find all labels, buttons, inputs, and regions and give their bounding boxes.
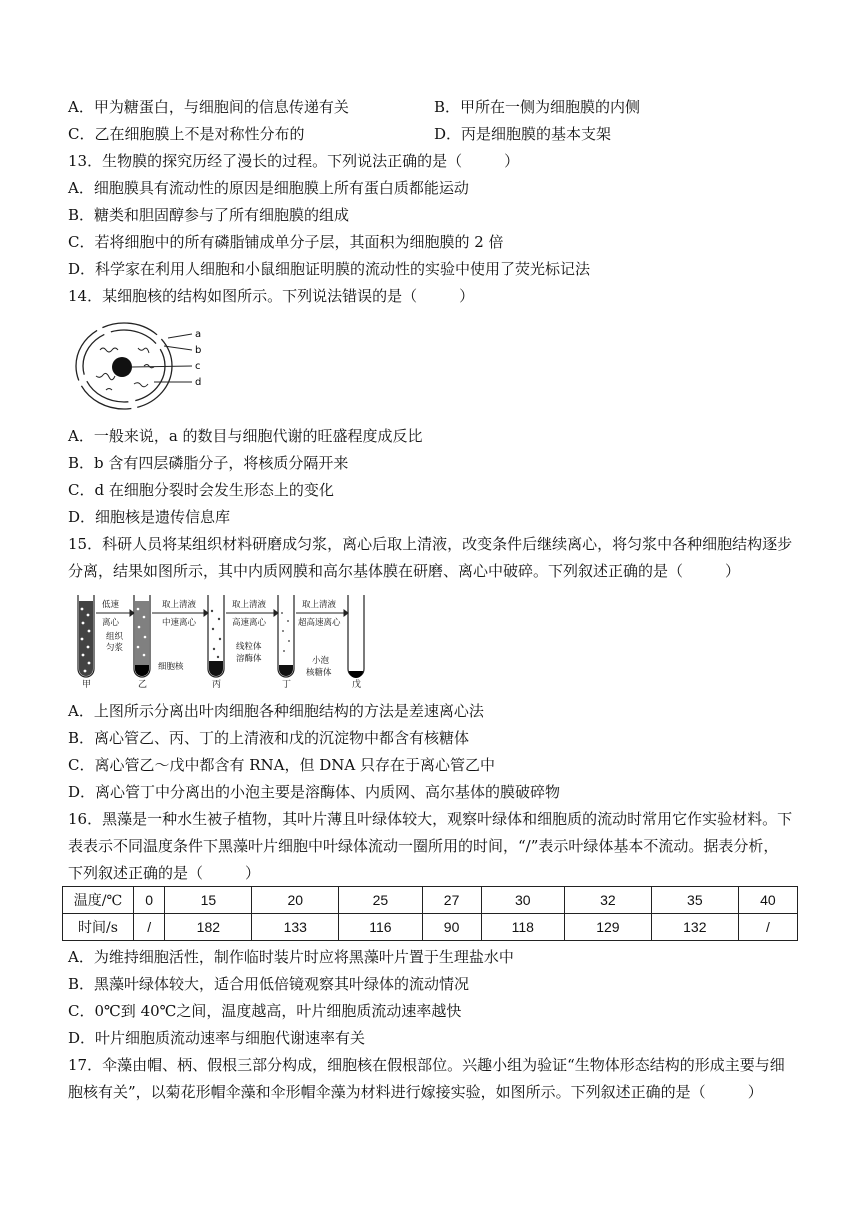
q13-option-b: B．糖类和胆固醇参与了所有细胞膜的组成 — [68, 206, 350, 224]
table-cell: / — [134, 914, 165, 941]
table-cell: 25 — [339, 887, 422, 914]
table-cell: 30 — [481, 887, 564, 914]
q16-stem-line3 — [68, 863, 260, 883]
q14-option-d: D．细胞核是遗传信息库 — [68, 508, 231, 526]
table-cell: 27 — [422, 887, 481, 914]
table-cell: 116 — [339, 914, 422, 941]
label-b: b — [195, 345, 202, 356]
q17-stem-text: 胞核有关”，以菊花形帽伞藻和伞形帽伞藻为材料进行嫁接实验，如图所示。下列叙述正确的是（ — [68, 1083, 706, 1101]
q15-stem-text: 分离，结果如图所示，其中内质网膜和高尔基体膜在研磨、离心中破碎。下列叙述正确的是（ — [68, 562, 684, 580]
tube-ding — [278, 595, 294, 677]
q13-close: ） — [504, 152, 520, 170]
table-row-time — [63, 914, 798, 941]
table-header-time: 时间/s — [63, 914, 134, 941]
table-header-temperature: 温度/℃ — [63, 887, 134, 914]
q12-option-c: C．乙在细胞膜上不是对称性分布的 — [68, 125, 305, 143]
jia-note-1: 组织 — [106, 632, 124, 642]
table-cell: 132 — [651, 914, 738, 941]
q14-stem-text: 14．某细胞核的结构如图所示。下列说法错误的是（ — [68, 287, 418, 305]
temperature-table — [62, 886, 798, 941]
table-cell: 90 — [422, 914, 481, 941]
arrow3-bottom: 高速离心 — [232, 618, 267, 628]
q12-option-b: B．甲所在一侧为细胞膜的内侧 — [434, 98, 641, 116]
table-cell: 118 — [481, 914, 564, 941]
tube-label-wu: 戊 — [352, 680, 362, 689]
nucleus-figure — [70, 316, 220, 414]
table-cell: 32 — [564, 887, 651, 914]
q13-option-c: C．若将细胞中的所有磷脂铺成单分子层，其面积为细胞膜的 2 倍 — [68, 233, 504, 251]
tube-label-ding: 丁 — [282, 680, 292, 689]
table-cell: 35 — [651, 887, 738, 914]
arrow2-bottom: 中速离心 — [162, 618, 197, 628]
q16-option-d: D．叶片细胞质流动速率与细胞代谢速率有关 — [68, 1029, 366, 1047]
q17-close: ） — [747, 1083, 763, 1101]
tube-label-bing: 丙 — [212, 680, 222, 689]
q13-option-a: A．细胞膜具有流动性的原因是细胞膜上所有蛋白质都能运动 — [68, 179, 469, 197]
tube-wu — [348, 595, 364, 677]
arrow3-top: 取上清液 — [232, 600, 267, 610]
q15-option-c: C．离心管乙～戊中都含有 RNA，但 DNA 只存在于离心管乙中 — [68, 756, 496, 774]
q16-stem-line2: 表表示不同温度条件下黑藻叶片细胞中叶绿体流动一圈所用的时间，“/”表示叶绿体基本不流动。据表分析， — [68, 837, 779, 855]
q15-close: ） — [725, 562, 741, 580]
arrow1-top: 低速 — [102, 600, 120, 610]
q13-stem-text: 13．生物膜的探究历经了漫长的过程。下列说法正确的是（ — [68, 152, 463, 170]
table-row-temperature — [63, 887, 798, 914]
label-a: a — [195, 329, 202, 340]
table-cell: 182 — [165, 914, 252, 941]
tube-label-yi: 乙 — [138, 680, 148, 689]
q15-stem-line1: 15．科研人员将某组织材料研磨成匀浆，离心后取上清液，改变条件后继续离心，将匀浆中各种细胞结构逐步 — [68, 535, 793, 553]
q16-option-c: C．0℃到 40℃之间，温度越高，叶片细胞质流动速率越快 — [68, 1002, 462, 1020]
q12-option-a: A．甲为糖蛋白，与细胞间的信息传递有关 — [68, 98, 349, 116]
table-cell: 133 — [252, 914, 339, 941]
q14-stem — [68, 286, 474, 306]
table-cell: 129 — [564, 914, 651, 941]
ding-note-1: 小泡 — [312, 656, 330, 666]
q14-close: ） — [459, 287, 475, 305]
chromatin — [134, 383, 148, 387]
q16-stem-line1: 16．黑藻是一种水生被子植物，其叶片薄且叶绿体较大，观察叶绿体和细胞质的流动时常用它作实验材料。下 — [68, 810, 793, 828]
bing-note-1: 线粒体 — [236, 642, 262, 652]
table-cell: 0 — [134, 887, 165, 914]
chromatin — [138, 348, 149, 353]
q13-stem — [68, 151, 519, 171]
q13-option-d: D．科学家在利用人细胞和小鼠细胞证明膜的流动性的实验中使用了荧光标记法 — [68, 260, 591, 278]
tube-label-jia: 甲 — [82, 680, 92, 689]
q14-option-c: C．d 在细胞分裂时会发生形态上的变化 — [68, 481, 334, 499]
q14-option-a: A．一般来说，a 的数目与细胞代谢的旺盛程度成反比 — [68, 427, 423, 445]
chromatin — [96, 373, 115, 379]
q16-option-a: A．为维持细胞活性，制作临时装片时应将黑藻叶片置于生理盐水中 — [68, 948, 514, 966]
q17-stem-line2 — [68, 1082, 763, 1102]
chromatin — [100, 348, 118, 352]
yi-note: 细胞核 — [158, 662, 184, 672]
table-cell: / — [738, 914, 797, 941]
table-cell: 40 — [738, 887, 797, 914]
q15-stem-line2 — [68, 561, 740, 581]
q15-option-b: B．离心管乙、丙、丁的上清液和戊的沉淀物中都含有核糖体 — [68, 729, 470, 747]
chromatin — [144, 365, 154, 368]
q12-option-d: D．丙是细胞膜的基本支架 — [434, 125, 612, 143]
table-cell: 20 — [252, 887, 339, 914]
q14-option-b: B．b 含有四层磷脂分子，将核质分隔开来 — [68, 454, 349, 472]
bing-note-2: 溶酶体 — [236, 654, 262, 664]
arrow1-bottom: 离心 — [102, 618, 120, 628]
q16-stem-text: 下列叙述正确的是（ — [68, 864, 204, 882]
ding-note-2: 核糖体 — [306, 668, 332, 678]
label-d: d — [195, 377, 202, 388]
label-c: c — [195, 361, 201, 372]
chromatin — [106, 389, 112, 391]
q15-option-a: A．上图所示分离出叶肉细胞各种细胞结构的方法是差速离心法 — [68, 702, 484, 720]
arrow4-top: 取上清液 — [302, 600, 337, 610]
q15-option-d: D．离心管丁中分离出的小泡主要是溶酶体、内质网、高尔基体的膜破碎物 — [68, 783, 561, 801]
jia-note-2: 匀浆 — [106, 643, 124, 653]
q16-option-b: B．黑藻叶绿体较大，适合用低倍镜观察其叶绿体的流动情况 — [68, 975, 470, 993]
table-cell: 15 — [165, 887, 252, 914]
q16-close: ） — [245, 864, 261, 882]
arrow2-top: 取上清液 — [162, 600, 197, 610]
nucleolus — [112, 357, 132, 377]
q17-stem-line1: 17．伞藻由帽、柄、假根三部分构成，细胞核在假根部位。兴趣小组为验证“生物体形态结构的形成主要与细 — [68, 1056, 785, 1074]
arrow4-bottom: 超高速离心 — [298, 618, 341, 628]
centrifuge-figure — [72, 591, 372, 689]
